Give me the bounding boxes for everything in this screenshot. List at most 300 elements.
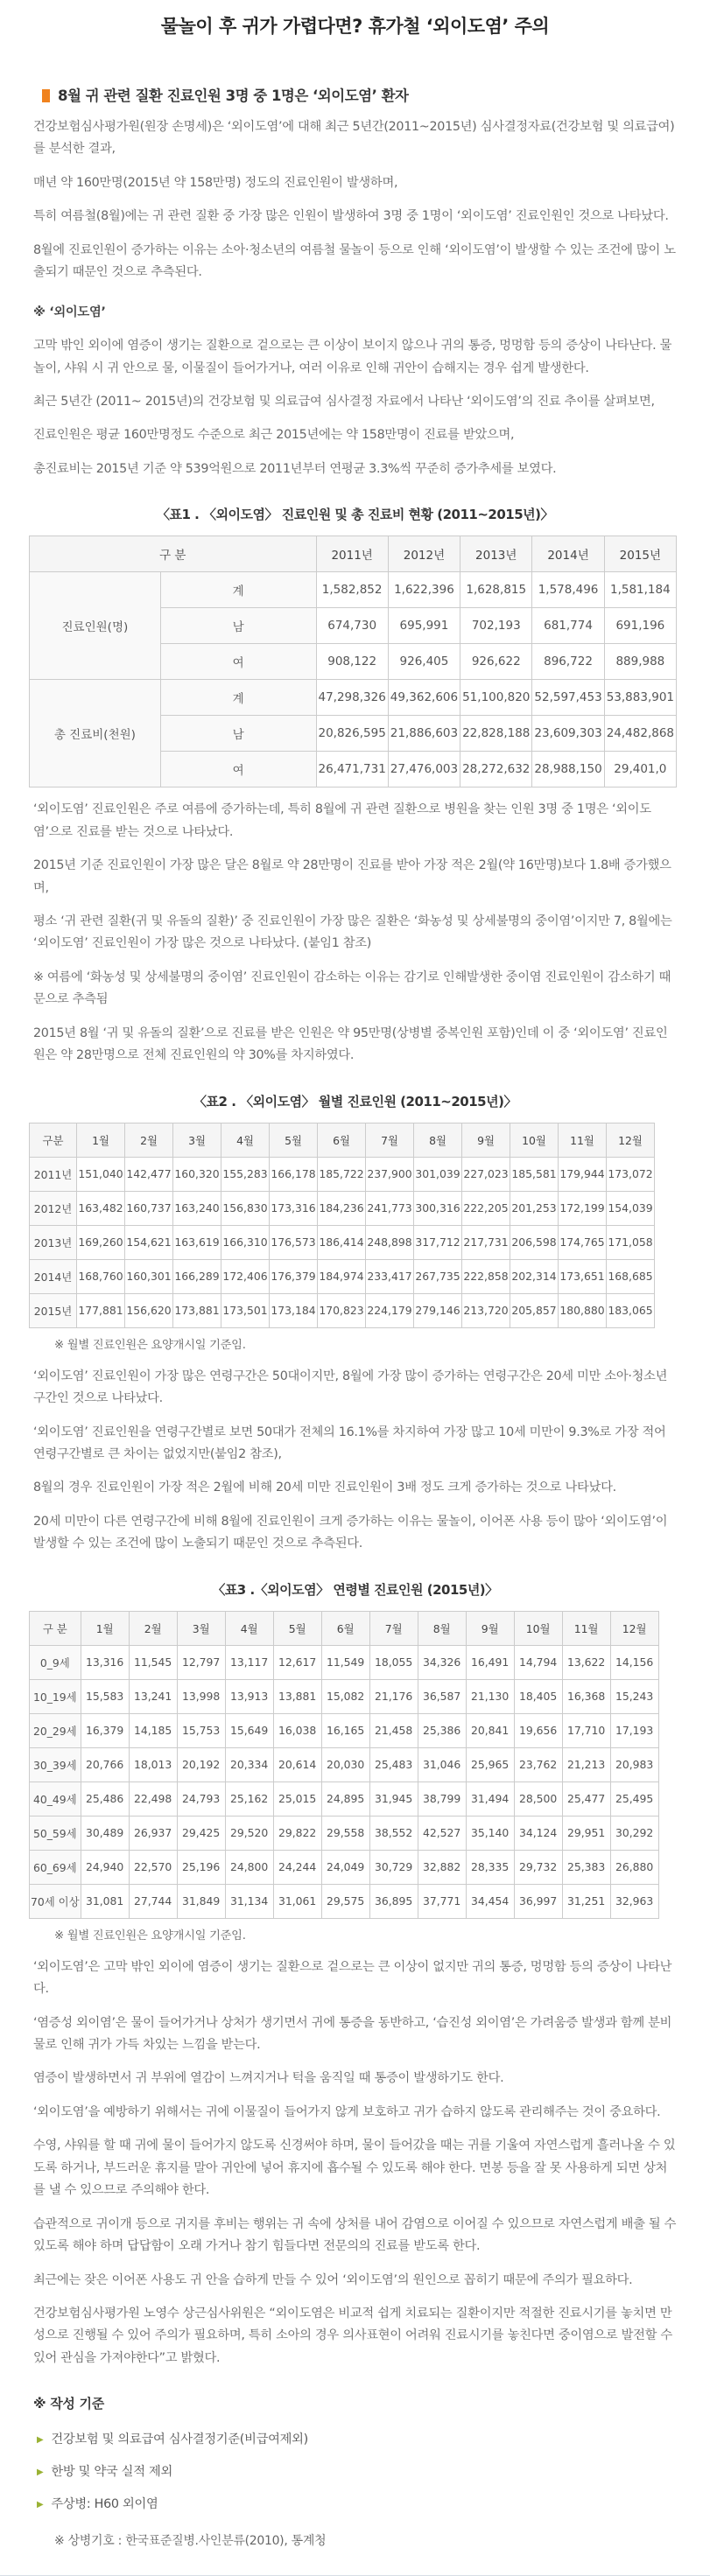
table-cell: 1,582,852 (316, 572, 388, 608)
table-cell: 201,253 (510, 1191, 559, 1225)
criteria-item (37, 2462, 677, 2480)
table-cell: 25,477 (562, 1782, 610, 1816)
column-header: 12월 (610, 1611, 658, 1645)
column-header: 10월 (510, 1123, 559, 1157)
table2-caption: 〈표2 . 〈외이도염〉 월별 진료인원 (2011~2015년)〉 (193, 1093, 517, 1110)
table-row (30, 1225, 655, 1259)
table-cell: 29,822 (273, 1816, 321, 1850)
table-cell: 38,552 (369, 1816, 418, 1850)
table-cell: 49,362,606 (388, 680, 460, 716)
table-cell: 36,997 (514, 1884, 562, 1918)
table-cell: 169,260 (77, 1225, 125, 1259)
column-header: 11월 (562, 1611, 610, 1645)
row-label: 30_39세 (30, 1747, 81, 1782)
column-header: 6월 (318, 1123, 366, 1157)
paragraph: 2015년 기준 진료인원이 가장 많은 달은 8월로 약 28만명이 진료를 받아 가장 적은 2월(약 16만명)보다 1.8배 증가했으며, (33, 858, 671, 895)
table-cell: 237,900 (366, 1157, 414, 1191)
paragraph: 총진료비는 2015년 기준 약 539억원으로 2011년부터 연평균 3.3%씩 꾸준히 증가추세를 보였다. (33, 461, 557, 476)
prevention-section (33, 1956, 677, 2370)
table-cell: 28,335 (466, 1850, 514, 1884)
table-cell: 222,205 (462, 1191, 510, 1225)
table-cell: 279,146 (414, 1293, 462, 1327)
table-cell: 24,940 (81, 1850, 129, 1884)
column-header: 9월 (466, 1611, 514, 1645)
section-heading (42, 84, 677, 105)
table-cell: 163,482 (77, 1191, 125, 1225)
table-cell: 29,401,0 (604, 752, 676, 788)
table-cell: 25,383 (562, 1850, 610, 1884)
table-cell: 173,184 (270, 1293, 318, 1327)
table-cell: 29,732 (514, 1850, 562, 1884)
table-cell: 889,988 (604, 644, 676, 680)
table-cell: 25,015 (273, 1782, 321, 1816)
paragraph: 건강보험심사평가원(원장 손명세)은 ‘외이도염’에 대해 최근 5년간(2011~2015년) 심사결정자료(건강보험 및 의료급여)를 분석한 결과, (33, 120, 675, 157)
column-header: 7월 (366, 1123, 414, 1157)
table-cell: 32,963 (610, 1884, 658, 1918)
row-sub-label: 남 (160, 608, 316, 644)
table-cell: 1,622,396 (388, 572, 460, 608)
table-cell: 206,598 (510, 1225, 559, 1259)
table2-monthly-patients (29, 1123, 655, 1328)
row-label: 2013년 (30, 1225, 77, 1259)
age-analysis-section (33, 1366, 677, 1556)
table-cell: 29,575 (321, 1884, 369, 1918)
table-cell: 142,477 (125, 1157, 173, 1191)
table-cell: 36,587 (418, 1679, 466, 1713)
table-cell: 185,722 (318, 1157, 366, 1191)
arrow-bullet-icon: ▶ (37, 2435, 44, 2446)
table-cell: 34,454 (466, 1884, 514, 1918)
table-cell: 30,292 (610, 1816, 658, 1850)
table-row (30, 1816, 659, 1850)
table-cell: 154,039 (607, 1191, 655, 1225)
criteria-item (37, 2430, 677, 2447)
column-header: 2011년 (316, 536, 388, 572)
column-header: 8월 (418, 1611, 466, 1645)
table-cell: 241,773 (366, 1191, 414, 1225)
table-cell: 42,527 (418, 1816, 466, 1850)
column-header: 2013년 (460, 536, 532, 572)
table-cell: 233,417 (366, 1259, 414, 1293)
table-cell: 18,013 (129, 1747, 177, 1782)
column-header: 8월 (414, 1123, 462, 1157)
table-cell: 156,830 (221, 1191, 270, 1225)
row-label: 0_9세 (30, 1645, 81, 1679)
table-cell: 34,326 (418, 1645, 466, 1679)
table-cell: 151,040 (77, 1157, 125, 1191)
table-cell: 20,766 (81, 1747, 129, 1782)
table-cell: 23,609,303 (532, 716, 604, 752)
table-cell: 17,710 (562, 1713, 610, 1747)
table-cell: 172,406 (221, 1259, 270, 1293)
table-cell: 186,414 (318, 1225, 366, 1259)
table-row (30, 1191, 655, 1225)
table-cell: 36,895 (369, 1884, 418, 1918)
table-cell: 22,828,188 (460, 716, 532, 752)
table-cell: 300,316 (414, 1191, 462, 1225)
table-cell: 163,619 (173, 1225, 221, 1259)
paragraph: 특히 여름철(8월)에는 귀 관련 질환 중 가장 많은 인원이 발생하여 3명 중 1명이 ‘외이도염’ 진료인원인 것으로 나타났다. (33, 209, 669, 224)
criteria-footnote: ※ 상병기호 : 한국표준질병.사인분류(2010), 통계청 (54, 2534, 327, 2549)
table-row (30, 1747, 659, 1782)
table-row (30, 680, 677, 716)
table-cell: 20,983 (610, 1747, 658, 1782)
table-cell: 13,998 (177, 1679, 225, 1713)
table-cell: 681,774 (532, 608, 604, 644)
column-header: 3월 (173, 1123, 221, 1157)
table1-people-and-cost (29, 536, 677, 788)
table-cell: 29,558 (321, 1816, 369, 1850)
table-cell: 908,122 (316, 644, 388, 680)
row-label: 10_19세 (30, 1679, 81, 1713)
row-label: 20_29세 (30, 1713, 81, 1747)
table-cell: 248,898 (366, 1225, 414, 1259)
table-cell: 176,379 (270, 1259, 318, 1293)
table-cell: 11,545 (129, 1645, 177, 1679)
table-cell: 53,883,901 (604, 680, 676, 716)
criteria-section (33, 2394, 677, 2549)
table-cell: 317,712 (414, 1225, 462, 1259)
table-cell: 20,030 (321, 1747, 369, 1782)
table-cell: 29,425 (177, 1816, 225, 1850)
paragraph: 2015년 8월 ‘귀 및 유돌의 질환’으로 진료를 받은 인원은 약 95만명(상병별 중복인원 포함)인데 이 중 ‘외이도염’ 진료인원은 약 28만명으로 전체 진료인원의 약 30%를 차지하였다. (33, 1026, 668, 1063)
table-cell: 26,471,731 (316, 752, 388, 788)
table-cell: 695,991 (388, 608, 460, 644)
table-cell: 173,316 (270, 1191, 318, 1225)
row-sub-label: 남 (160, 716, 316, 752)
table-row (30, 1679, 659, 1713)
row-label: 2012년 (30, 1191, 77, 1225)
table-cell: 896,722 (532, 644, 604, 680)
table-cell: 16,491 (466, 1645, 514, 1679)
column-header: 2월 (125, 1123, 173, 1157)
table-cell: 27,744 (129, 1884, 177, 1918)
section-label: ※ ‘외이도염’ (33, 304, 106, 319)
column-header: 6월 (321, 1611, 369, 1645)
table-cell: 222,858 (462, 1259, 510, 1293)
column-header: 2월 (129, 1611, 177, 1645)
paragraph: 수영, 샤워를 할 때 귀에 물이 들어가지 않도록 신경써야 하며, 물이 들어갔을 때는 귀를 기울여 자연스럽게 흘러나올 수 있도록 하거나, 부드러운 휴지를 말아 귀안에 넣어 휴지에 흡수될 수 있도록 해야 한다. 면봉 등을 잘 못 사용하게 되면 상처를 낼 수 있으므로 주의해야 한다. (33, 2138, 676, 2198)
table-cell: 184,974 (318, 1259, 366, 1293)
table-cell: 13,316 (81, 1645, 129, 1679)
paragraph: 매년 약 160만명(2015년 약 158만명) 정도의 진료인원이 발생하며, (33, 175, 398, 190)
row-label: 60_69세 (30, 1850, 81, 1884)
table-cell: 12,797 (177, 1645, 225, 1679)
column-header: 4월 (221, 1123, 270, 1157)
table-cell: 205,857 (510, 1293, 559, 1327)
table-cell: 19,656 (514, 1713, 562, 1747)
table-cell: 13,241 (129, 1679, 177, 1713)
table-cell: 29,951 (562, 1816, 610, 1850)
paragraph: ‘염증성 외이염’은 물이 들어가거나 상처가 생기면서 귀에 통증을 동반하고, ‘습진성 외이염’은 가려움증 발생과 함께 분비물로 인해 귀가 가득 차있는 느낌을 받는다. (33, 2015, 672, 2052)
table-cell: 25,495 (610, 1782, 658, 1816)
table-cell: 25,386 (418, 1713, 466, 1747)
table-cell: 24,895 (321, 1782, 369, 1816)
table-cell: 15,243 (610, 1679, 658, 1713)
table-cell: 1,628,815 (460, 572, 532, 608)
table-cell: 24,482,868 (604, 716, 676, 752)
criteria-item (37, 2495, 677, 2512)
paragraph: 8월에 진료인원이 증가하는 이유는 소아·청소년의 여름철 물놀이 등으로 인해 ‘외이도염’이 발생할 수 있는 조건에 많이 노출되기 때문인 것으로 추측된다. (33, 242, 676, 280)
table-cell: 16,165 (321, 1713, 369, 1747)
table-cell: 32,882 (418, 1850, 466, 1884)
table-cell: 27,476,003 (388, 752, 460, 788)
column-header: 4월 (225, 1611, 273, 1645)
row-group-label: 총 진료비(천원) (30, 680, 161, 788)
table-cell: 172,199 (559, 1191, 607, 1225)
column-header: 2012년 (388, 536, 460, 572)
table-cell: 213,720 (462, 1293, 510, 1327)
table-cell: 176,573 (270, 1225, 318, 1259)
arrow-bullet-icon: ▶ (37, 2500, 44, 2510)
column-header: 12월 (607, 1123, 655, 1157)
column-header: 9월 (462, 1123, 510, 1157)
intro-section (33, 116, 677, 480)
table-cell: 173,881 (173, 1293, 221, 1327)
criteria-item-text: 한방 및 약국 실적 제외 (51, 2465, 172, 2480)
table-cell: 160,737 (125, 1191, 173, 1225)
table-cell: 166,178 (270, 1157, 318, 1191)
table-cell: 37,771 (418, 1884, 466, 1918)
column-header: 5월 (270, 1123, 318, 1157)
table-cell: 22,570 (129, 1850, 177, 1884)
table-cell: 24,793 (177, 1782, 225, 1816)
table-cell: 21,886,603 (388, 716, 460, 752)
table-cell: 180,880 (559, 1293, 607, 1327)
row-group-label: 진료인원(명) (30, 572, 161, 680)
table-cell: 26,880 (610, 1850, 658, 1884)
table2-footnote: ※ 월별 진료인원은 요양개시일 기준임. (54, 1338, 246, 1352)
table-cell: 24,800 (225, 1850, 273, 1884)
table-cell: 301,039 (414, 1157, 462, 1191)
table-cell: 174,765 (559, 1225, 607, 1259)
table-cell: 184,236 (318, 1191, 366, 1225)
table-row (30, 1293, 655, 1327)
table-cell: 25,486 (81, 1782, 129, 1816)
table-cell: 16,038 (273, 1713, 321, 1747)
table-cell: 20,841 (466, 1713, 514, 1747)
paragraph: ※ 여름에 ‘화농성 및 상세불명의 중이염’ 진료인원이 감소하는 이유는 감기로 인해발생한 중이염 진료인원이 감소하기 때문으로 추측됨 (33, 970, 671, 1007)
criteria-heading: ※ 작성 기준 (33, 2396, 104, 2412)
table-cell: 22,498 (129, 1782, 177, 1816)
corner-header: 구 분 (30, 1611, 81, 1645)
table-cell: 24,049 (321, 1850, 369, 1884)
criteria-item-text: 주상병: H60 외이염 (51, 2497, 158, 2512)
paragraph: 최근에는 잦은 이어폰 사용도 귀 안을 습하게 만들 수 있어 ‘외이도염’의 원인으로 꼽히기 때문에 주의가 필요하다. (33, 2272, 633, 2287)
table-row (30, 572, 677, 608)
table-cell: 20,614 (273, 1747, 321, 1782)
table-cell: 267,735 (414, 1259, 462, 1293)
table-cell: 173,072 (607, 1157, 655, 1191)
column-header: 구 분 (30, 536, 317, 572)
table-cell: 52,597,453 (532, 680, 604, 716)
table-cell: 20,192 (177, 1747, 225, 1782)
paragraph: 건강보험심사평가원 노영수 상근심사위원은 “외이도염은 비교적 쉽게 치료되는 질환이지만 적절한 진료시기를 놓치면 만성으로 진행될 수 있어 주의가 필요하며, 특히 소아의 경우 의사표현이 어려워 진료시기를 놓친다면 중이염으로 발전할 수 있어 관심을 가져야한다”고 밝혔다. (33, 2306, 672, 2365)
table-cell: 168,760 (77, 1259, 125, 1293)
table-cell: 15,649 (225, 1713, 273, 1747)
row-label: 70세 이상 (30, 1884, 81, 1918)
table-cell: 31,494 (466, 1782, 514, 1816)
table-cell: 25,196 (177, 1850, 225, 1884)
table-cell: 15,583 (81, 1679, 129, 1713)
row-sub-label: 여 (160, 752, 316, 788)
criteria-item-text: 건강보험 및 의료급여 심사결정기준(비급여제외) (51, 2432, 308, 2447)
row-label: 40_49세 (30, 1782, 81, 1816)
table-cell: 154,621 (125, 1225, 173, 1259)
table-cell: 30,729 (369, 1850, 418, 1884)
column-header: 11월 (559, 1123, 607, 1157)
row-label: 2011년 (30, 1157, 77, 1191)
table3-age-patients (29, 1611, 659, 1919)
table-cell: 16,368 (562, 1679, 610, 1713)
paragraph: ‘외이도염’ 진료인원을 연령구간별로 보면 50대가 전체의 16.1%를 차지하여 가장 많고 10세 미만이 9.3%로 가장 적어 연령구간별로 큰 차이는 없었지만(붙임2 참조), (33, 1424, 666, 1461)
table-cell: 179,944 (559, 1157, 607, 1191)
table-cell: 28,272,632 (460, 752, 532, 788)
table-cell: 674,730 (316, 608, 388, 644)
table-cell: 18,405 (514, 1679, 562, 1713)
table3-caption: 〈표3 .〈외이도염〉 연령별 진료인원 (2015년)〉 (212, 1581, 498, 1598)
table-cell: 31,251 (562, 1884, 610, 1918)
table-row (30, 1645, 659, 1679)
table-cell: 173,501 (221, 1293, 270, 1327)
paragraph: 염증이 발생하면서 귀 부위에 열감이 느껴지거나 턱을 움직일 때 통증이 발생하기도 한다. (33, 2071, 504, 2086)
row-label: 2014년 (30, 1259, 77, 1293)
table-cell: 185,581 (510, 1157, 559, 1191)
table-cell: 170,823 (318, 1293, 366, 1327)
monthly-analysis-section (33, 799, 677, 1067)
table-row (30, 1259, 655, 1293)
table-cell: 166,310 (221, 1225, 270, 1259)
table-cell: 38,799 (418, 1782, 466, 1816)
paragraph: 진료인원은 평균 160만명정도 수준으로 최근 2015년에는 약 158만명이 진료를 받았으며, (33, 428, 515, 443)
column-header: 7월 (369, 1611, 418, 1645)
table-cell: 1,581,184 (604, 572, 676, 608)
table-cell: 202,314 (510, 1259, 559, 1293)
column-header: 10월 (514, 1611, 562, 1645)
table-row (30, 1850, 659, 1884)
table-cell: 11,549 (321, 1645, 369, 1679)
table-row (30, 1713, 659, 1747)
table-cell: 31,945 (369, 1782, 418, 1816)
row-sub-label: 여 (160, 644, 316, 680)
row-label: 2015년 (30, 1293, 77, 1327)
table-cell: 15,753 (177, 1713, 225, 1747)
table-cell: 13,622 (562, 1645, 610, 1679)
orange-square-bullet-icon (42, 89, 50, 102)
table-cell: 183,065 (607, 1293, 655, 1327)
row-sub-label: 계 (160, 680, 316, 716)
table-cell: 691,196 (604, 608, 676, 644)
table-cell: 14,156 (610, 1645, 658, 1679)
corner-header: 구분 (30, 1123, 77, 1157)
table-row (30, 1157, 655, 1191)
section-heading-text: 8월 귀 관련 질환 진료인원 3명 중 1명은 ‘외이도염’ 환자 (58, 88, 409, 104)
table-cell: 155,283 (221, 1157, 270, 1191)
table-header-row (30, 536, 677, 572)
table-cell: 21,130 (466, 1679, 514, 1713)
paragraph: ‘외이도염’ 진료인원은 주로 여름에 증가하는데, 특히 8월에 귀 관련 질환으로 병원을 찾는 인원 3명 중 1명은 ‘외이도염’으로 진료를 받는 것으로 나타났다. (33, 802, 651, 839)
table-cell: 31,046 (418, 1747, 466, 1782)
table-cell: 31,081 (81, 1884, 129, 1918)
table-cell: 177,881 (77, 1293, 125, 1327)
table-cell: 31,061 (273, 1884, 321, 1918)
table-cell: 168,685 (607, 1259, 655, 1293)
paragraph: 고막 밖인 외이에 염증이 생기는 질환으로 겉으로는 큰 이상이 보이지 않으나 귀의 통증, 멍멍함 등의 증상이 나타난다. 물놀이, 샤워 시 귀 안으로 물, 이물질이 들어가거나, 여러 이유로 인해 귀안이 습해지는 경우 쉽게 발생한다. (33, 339, 672, 375)
table-header-row (30, 1123, 655, 1157)
table-cell: 29,520 (225, 1816, 273, 1850)
row-label: 50_59세 (30, 1816, 81, 1850)
column-header: 2014년 (532, 536, 604, 572)
page-title: 물놀이 후 귀가 가렵다면? 휴가철 ‘외이도염’ 주의 (160, 16, 550, 37)
table-cell: 47,298,326 (316, 680, 388, 716)
paragraph: 20세 미만이 다른 연령구간에 비해 8월에 진료인원이 크게 증가하는 이유는 물놀이, 이어폰 사용 등이 많아 ‘외이도염’이 발생할 수 있는 조건에 많이 노출되기 때문인 것으로 추측된다. (33, 1514, 668, 1551)
table-cell: 15,082 (321, 1679, 369, 1713)
table-cell: 217,731 (462, 1225, 510, 1259)
table-row (30, 1782, 659, 1816)
table-cell: 160,301 (125, 1259, 173, 1293)
table-cell: 28,500 (514, 1782, 562, 1816)
table-header-row (30, 1611, 659, 1645)
table-cell: 166,289 (173, 1259, 221, 1293)
row-sub-label: 계 (160, 572, 316, 608)
column-header: 1월 (81, 1611, 129, 1645)
paragraph: 평소 ‘귀 관련 질환(귀 및 유돌의 질환)’ 중 진료인원이 가장 많은 질환은 ‘화농성 및 상세불명의 중이염’이지만 7, 8월에는 ‘외이도염’ 진료인원이 가장 많은 것으로 나타났다. (붙임1 참조) (33, 914, 672, 951)
table-cell: 20,826,595 (316, 716, 388, 752)
table-cell: 34,124 (514, 1816, 562, 1850)
paragraph: 습관적으로 귀이개 등으로 귀지를 후비는 행위는 귀 속에 상처를 내어 감염으로 이어질 수 있으므로 자연스럽게 배출 될 수 있도록 해야 하며 답답함이 오래 가거나 참기 힘들다면 전문의의 진료를 받도록 한다. (33, 2216, 677, 2254)
table-cell: 35,140 (466, 1816, 514, 1850)
column-header: 3월 (177, 1611, 225, 1645)
table-cell: 163,240 (173, 1191, 221, 1225)
table-cell: 20,334 (225, 1747, 273, 1782)
table-cell: 25,162 (225, 1782, 273, 1816)
table-cell: 16,379 (81, 1713, 129, 1747)
table-cell: 1,578,496 (532, 572, 604, 608)
table-cell: 926,622 (460, 644, 532, 680)
table-cell: 171,058 (607, 1225, 655, 1259)
table-row (30, 1884, 659, 1918)
table-cell: 21,458 (369, 1713, 418, 1747)
table-cell: 926,405 (388, 644, 460, 680)
table-cell: 14,185 (129, 1713, 177, 1747)
table-cell: 17,193 (610, 1713, 658, 1747)
table-cell: 224,179 (366, 1293, 414, 1327)
table-cell: 51,100,820 (460, 680, 532, 716)
table-cell: 26,937 (129, 1816, 177, 1850)
table-cell: 25,965 (466, 1747, 514, 1782)
table-cell: 12,617 (273, 1645, 321, 1679)
table-cell: 21,176 (369, 1679, 418, 1713)
table1-caption: 〈표1 . 〈외이도염〉 진료인원 및 총 진료비 현황 (2011~2015년)〉 (156, 507, 554, 523)
table-cell: 31,134 (225, 1884, 273, 1918)
paragraph: 8월의 경우 진료인원이 가장 적은 2월에 비해 20세 미만 진료인원이 3배 정도 크게 증가하는 것으로 나타났다. (33, 1480, 616, 1495)
table-cell: 702,193 (460, 608, 532, 644)
table-cell: 23,762 (514, 1747, 562, 1782)
table3-footnote: ※ 월별 진료인원은 요양개시일 기준임. (54, 1928, 246, 1942)
table-cell: 24,244 (273, 1850, 321, 1884)
table-cell: 18,055 (369, 1645, 418, 1679)
criteria-items (33, 2430, 677, 2512)
column-header: 2015년 (604, 536, 676, 572)
paragraph: ‘외이도염’ 진료인원이 가장 많은 연령구간은 50대이지만, 8월에 가장 많이 증가하는 연령구간은 20세 미만 소아·청소년 구간인 것으로 나타났다. (33, 1368, 668, 1406)
arrow-bullet-icon: ▶ (37, 2468, 44, 2478)
table-cell: 31,849 (177, 1884, 225, 1918)
paragraph: 최근 5년간 (2011~ 2015년)의 건강보험 및 의료급여 심사결정 자료에서 나타난 ‘외이도염’의 진료 추이를 살펴보면, (33, 394, 655, 409)
table-cell: 13,881 (273, 1679, 321, 1713)
table-cell: 227,023 (462, 1157, 510, 1191)
table-cell: 14,794 (514, 1645, 562, 1679)
table-cell: 28,988,150 (532, 752, 604, 788)
